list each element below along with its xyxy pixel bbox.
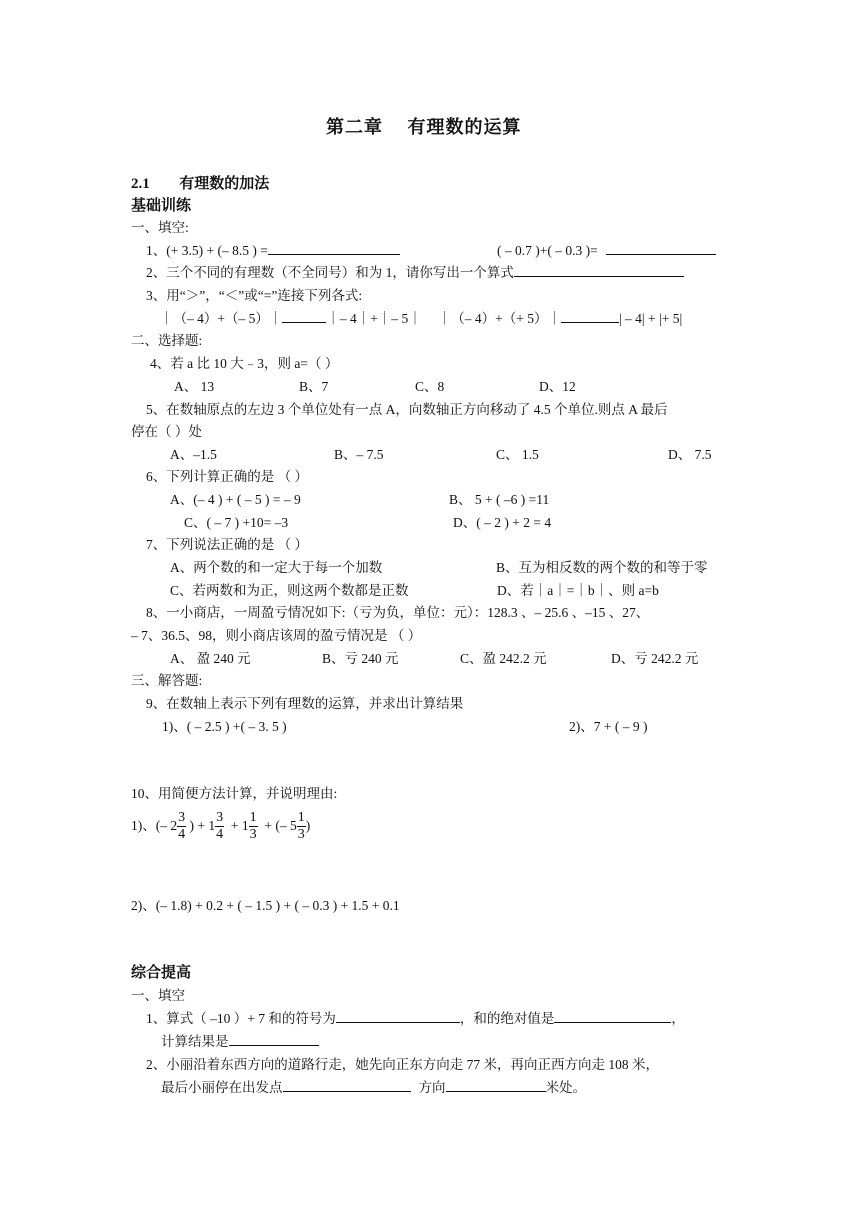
fraction: [249, 810, 258, 843]
answer-blank[interactable]: [336, 1010, 460, 1023]
q8-option-c[interactable]: C、盈 242.2 元: [460, 651, 547, 666]
answer-blank[interactable]: [446, 1079, 546, 1092]
adv-q2-text2: 方向: [418, 1080, 446, 1095]
denominator: 3: [297, 827, 305, 843]
q6-option-d[interactable]: D、( – 2 ) + 2 = 4: [453, 515, 552, 530]
q6-option-c[interactable]: C、( – 7 ) +10= –3: [184, 515, 289, 530]
q3: 3、用“＞”，“＜”或“=”连接下列各式:: [146, 288, 363, 303]
q3c-text: ｜（– 4）+（+ 5）｜: [437, 311, 561, 326]
q4: 4、若 a 比 10 大﹣3，则 a=（ ）: [150, 356, 339, 371]
q7-option-c[interactable]: C、若两数和为正，则这两个数都是正数: [170, 583, 409, 598]
q4-option-b[interactable]: B、7: [299, 379, 329, 394]
advanced-part1-label: 一、填空: [131, 988, 185, 1003]
q9-part1: 1)、( – 2.5 ) +( – 3. 5 ): [162, 719, 287, 734]
q2-text: 2、三个不同的有理数（不全同号）和为 1，请你写出一个算式: [146, 265, 514, 280]
q8-line1: 8、一小商店，一周盈亏情况如下:（亏为负，单位：元）：128.3 、– 25.6 、–15 、27、: [146, 605, 650, 620]
denominator: 4: [178, 827, 186, 843]
q8-option-d[interactable]: D、亏 242.2 元: [611, 651, 699, 666]
section-heading: [131, 175, 269, 193]
adv-q1-text3: ，: [671, 1011, 685, 1026]
q5-option-b[interactable]: B、– 7.5: [334, 447, 384, 462]
adv-q1-line1: [146, 1010, 685, 1028]
part3-label: 三、解答题:: [131, 673, 203, 688]
basic-heading: 基础训练: [131, 198, 192, 214]
fraction: [177, 810, 186, 843]
denominator: 4: [216, 827, 224, 843]
q10: 10、用简便方法计算，并说明理由:: [131, 786, 338, 801]
denominator: 3: [249, 827, 257, 843]
q2: [146, 264, 684, 282]
q7-option-d[interactable]: D、若｜a｜=｜b｜、则 a=b: [497, 583, 659, 598]
q3-items: [160, 310, 682, 328]
q4-option-d[interactable]: D、12: [539, 379, 576, 394]
page-title: 第二章 有理数的运算: [326, 117, 522, 137]
q1b: [497, 242, 716, 260]
numerator: 1: [249, 810, 257, 826]
q1a-text: 1、(+ 3.5) + (– 8.5 ) =: [146, 243, 268, 258]
numerator: 3: [178, 810, 186, 826]
adv-q1-text4: 计算结果是: [161, 1034, 229, 1049]
q7-option-b[interactable]: B、互为相反数的两个数的和等于零: [496, 560, 708, 575]
fraction: [297, 810, 306, 843]
expr-text: 1)、(– 2: [131, 818, 178, 833]
adv-q1-text2: ，和的绝对值是: [459, 1011, 555, 1026]
q1b-text: ( – 0.7 )+( – 0.3 )=: [497, 243, 598, 258]
adv-q2-text3: 米处。: [545, 1080, 586, 1095]
q3b-text: ｜– 4｜+｜– 5｜: [326, 311, 422, 326]
q6-option-b[interactable]: B、 5 + ( –6 ) =11: [449, 492, 550, 507]
answer-blank[interactable]: [554, 1010, 671, 1023]
q8-option-b[interactable]: B、亏 240 元: [322, 651, 399, 666]
adv-q2-line1: 2、小丽沿着东西方向的道路行走，她先向正东方向走 77 米，再向正西方向走 108 米，: [146, 1057, 659, 1072]
q5-line1: 5、在数轴原点的左边 3 个单位处有一点 A，向数轴正方向移动了 4.5 个单位.则点 A 最后: [146, 402, 668, 417]
q8-line2: – 7、36.5、98，则小商店该周的盈亏情况是 （ ）: [131, 628, 422, 643]
expr-text: ) + 1: [189, 818, 216, 833]
adv-q1-line2: [161, 1033, 319, 1051]
answer-blank[interactable]: [283, 1079, 411, 1092]
q3a-text: ｜（– 4）+（– 5）｜: [160, 311, 283, 326]
section-number: 2.1: [131, 176, 150, 192]
q6-option-a[interactable]: A、(– 4 ) + ( – 5 ) = – 9: [170, 492, 301, 507]
numerator: 3: [216, 810, 224, 826]
expr-text: + (– 5: [264, 818, 297, 833]
section-name: 有理数的加法: [179, 176, 270, 192]
q5-line2: 停在（ ）处: [131, 424, 202, 439]
expr-text: ): [305, 818, 311, 833]
q7-option-a[interactable]: A、两个数的和一定大于每一个加数: [170, 560, 383, 575]
q5-option-d[interactable]: D、 7.5: [668, 447, 712, 462]
q9-part2: 2)、7 + ( – 9 ): [569, 719, 648, 734]
part2-label: 二、选择题:: [131, 333, 203, 348]
q3d-text: | – 4| + |+ 5|: [618, 311, 683, 326]
q4-option-a[interactable]: A、 13: [174, 379, 215, 394]
expr-text: + 1: [230, 818, 249, 833]
q10-part2: 2)、(– 1.8) + 0.2 + ( – 1.5 ) + ( – 0.3 ) + 1.5 + 0.1: [131, 898, 400, 913]
adv-q2-line2: [161, 1079, 586, 1097]
fraction: [215, 810, 224, 843]
q10-part1: [131, 806, 310, 846]
answer-blank[interactable]: [268, 242, 400, 255]
answer-blank[interactable]: [561, 310, 619, 323]
numerator: 1: [297, 810, 305, 826]
answer-blank[interactable]: [606, 242, 716, 255]
q5-option-a[interactable]: A、–1.5: [170, 447, 217, 462]
answer-blank[interactable]: [514, 264, 684, 277]
q1a: [146, 242, 400, 260]
q8-option-a[interactable]: A、 盈 240 元: [170, 651, 251, 666]
q7: 7、下列说法正确的是 （ ）: [146, 537, 308, 552]
answer-blank[interactable]: [282, 310, 326, 323]
part1-label: 一、填空:: [131, 220, 189, 235]
adv-q1-text: 1、算式（ –10 ）+ 7 和的符号为: [146, 1011, 336, 1026]
answer-blank[interactable]: [229, 1033, 319, 1046]
q5-option-c[interactable]: C、 1.5: [496, 447, 539, 462]
q6: 6、下列计算正确的是 （ ）: [146, 469, 308, 484]
q9: 9、在数轴上表示下列有理数的运算，并求出计算结果: [146, 696, 464, 711]
adv-q2-text: 最后小丽停在出发点: [161, 1080, 283, 1095]
advanced-heading: 综合提高: [131, 965, 192, 981]
q4-option-c[interactable]: C、8: [415, 379, 445, 394]
